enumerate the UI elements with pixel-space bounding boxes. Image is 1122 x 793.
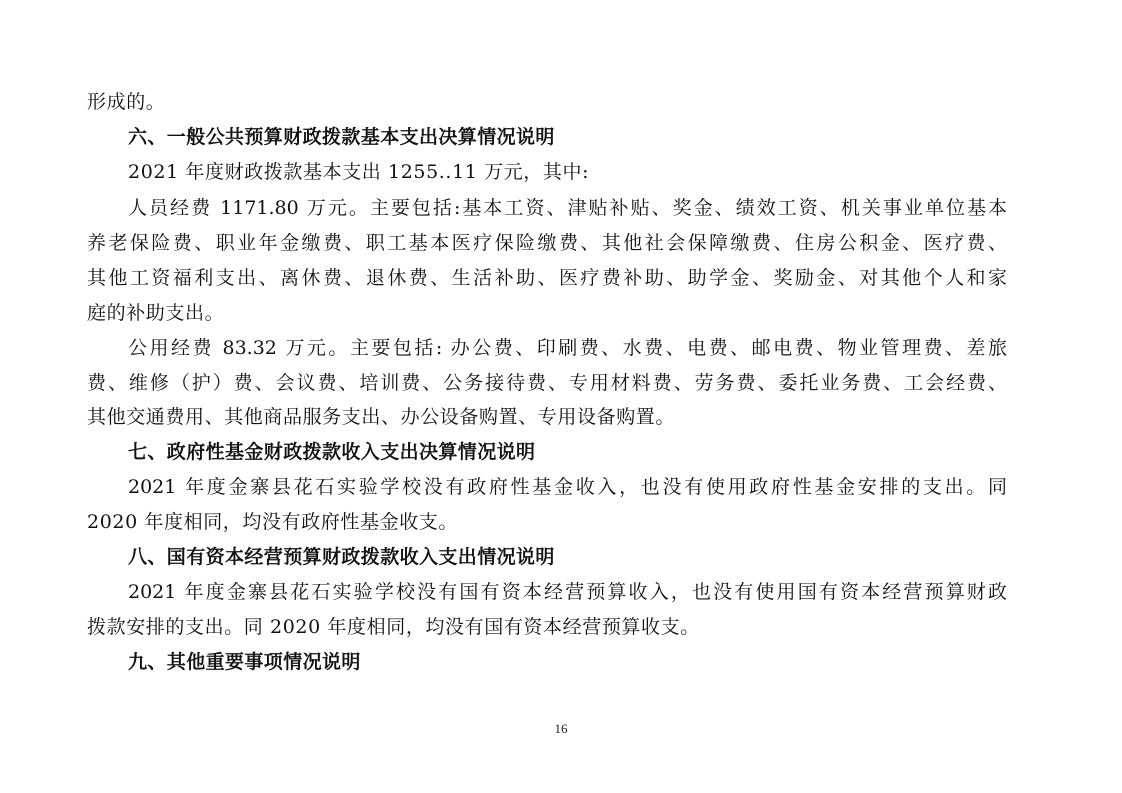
- paragraph-line: 费、维修（护）费、会议费、培训费、公务接待费、专用材料费、劳务费、委托业务费、工会经费、: [87, 372, 1007, 394]
- paragraph-continuation: 形成的。: [87, 91, 166, 113]
- paragraph-line: 其他交通费用、其他商品服务支出、办公设备购置、专用设备购置。: [87, 406, 676, 428]
- paragraph-line: 2021 年度金寨县花石实验学校没有政府性基金收入，也没有使用政府性基金安排的支出。同: [128, 476, 1007, 498]
- paragraph-line: 人员经费 1171.80 万元。主要包括:基本工资、津贴补贴、奖金、绩效工资、机关事业单位基本: [128, 197, 1007, 219]
- section-heading-9: 九、其他重要事项情况说明: [128, 651, 361, 673]
- paragraph-line: 庭的补助支出。: [87, 302, 225, 324]
- paragraph-line: 2021 年度金寨县花石实验学校没有国有资本经营预算收入，也没有使用国有资本经营预算财政: [128, 581, 1007, 603]
- paragraph-line: 2021 年度财政拨款基本支出 1255..11 万元，其中:: [128, 161, 590, 183]
- section-heading-8: 八、国有资本经营预算财政拨款收入支出情况说明: [128, 546, 555, 568]
- paragraph-line: 养老保险费、职业年金缴费、职工基本医疗保险缴费、其他社会保障缴费、住房公积金、医疗费、: [87, 232, 1007, 254]
- paragraph-line: 拨款安排的支出。同 2020 年度相同，均没有国有资本经营预算收支。: [87, 616, 700, 638]
- paragraph-line: 2020 年度相同，均没有政府性基金收支。: [87, 511, 458, 533]
- section-heading-6: 六、一般公共预算财政拨款基本支出决算情况说明: [128, 126, 555, 148]
- paragraph-line: 公用经费 83.32 万元。主要包括: 办公费、印刷费、水费、电费、邮电费、物业管理费、差旅: [128, 337, 1007, 359]
- paragraph-line: 其他工资福利支出、离休费、退休费、生活补助、医疗费补助、助学金、奖励金、对其他个人和家: [87, 267, 1007, 289]
- section-heading-7: 七、政府性基金财政拨款收入支出决算情况说明: [128, 441, 536, 463]
- page-number: 16: [554, 721, 568, 736]
